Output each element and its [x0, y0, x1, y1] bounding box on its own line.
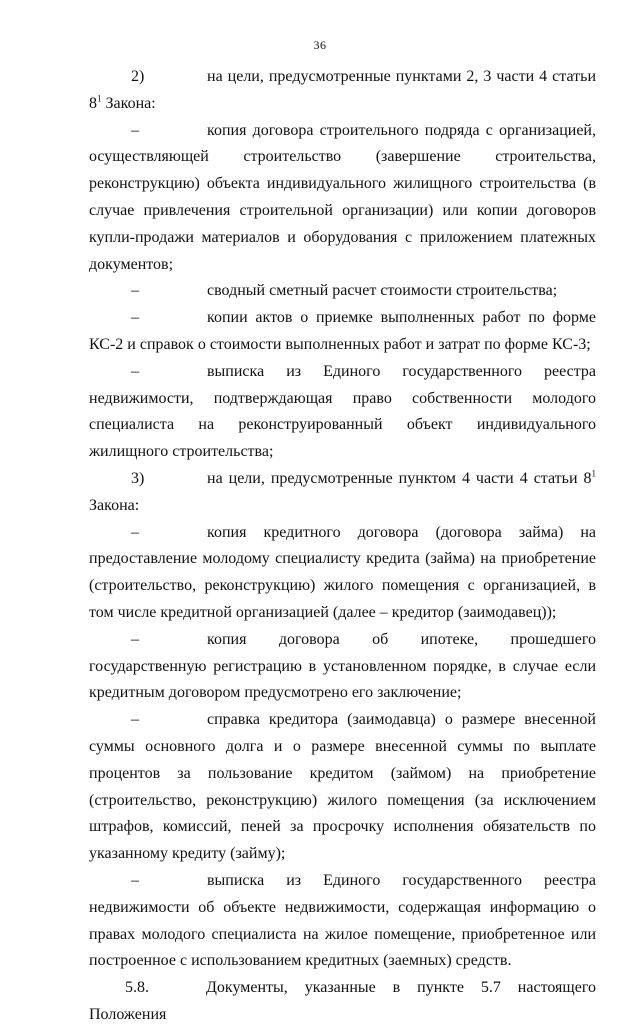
dash-marker: – — [131, 309, 139, 327]
list-item-text: копия договора строительного подряда с организацией, осуществляющей строительство (завершение строительства, реконструкцию) объекта индивидуального жилищного строительства (в случае привлечения строительной организации) или копии договоров купли-продажи материалов и оборудования с приложением платежных документов; — [89, 121, 596, 273]
list-item — [89, 305, 596, 359]
item-marker: 3) — [131, 469, 145, 487]
item-text: на цели, предусмотренные пунктом 4 части 4 статьи 8 — [207, 469, 592, 487]
list-item — [89, 520, 596, 627]
item-text: на цели, предусмотренные пунктами 2, 3 части 4 статьи 8 — [89, 68, 596, 112]
section-number: 5.8. — [125, 979, 149, 997]
list-item — [89, 707, 596, 868]
section-text: Документы, указанные в пункте 5.7 настоящего Положения — [89, 979, 596, 1023]
dash-marker: – — [131, 523, 139, 541]
item-2-heading — [89, 64, 596, 118]
list-item — [89, 627, 596, 707]
list-item — [89, 868, 596, 975]
page-number: 36 — [313, 38, 327, 52]
list-item — [89, 359, 596, 466]
document-body — [89, 64, 596, 1029]
item-3-heading — [89, 466, 596, 520]
superscript: 1 — [591, 468, 596, 479]
list-item-text: копия кредитного договора (договора займа) на предоставление молодому специалисту кредита (займа) на приобретение (строительство, реконструкцию) жилого помещения с организацией, в том числе кредитной организацией (далее – кредитор (заимодавец)); — [89, 523, 596, 621]
item-text-tail: Закона: — [89, 496, 140, 514]
list-item-text: сводный сметный расчет стоимости строительства; — [207, 282, 558, 300]
list-item — [89, 278, 596, 305]
item-text-tail: Закона: — [101, 94, 156, 112]
list-item-text: копии актов о приемке выполненных работ по форме КС-2 и справок о стоимости выполненных работ и затрат по форме КС-3; — [89, 309, 596, 353]
section-5-8 — [89, 975, 596, 1029]
dash-marker: – — [131, 362, 139, 380]
superscript: 1 — [97, 93, 102, 104]
dash-marker: – — [131, 871, 139, 889]
dash-marker: – — [131, 121, 139, 139]
list-item-text: выписка из Единого государственного реестра недвижимости об объекте недвижимости, содержащая информацию о правах молодого специалиста на жилое помещение, приобретенное или построенное с использованием кредитных (заемных) средств. — [89, 871, 596, 970]
list-item-text: копия договора об ипотеке, прошедшего государственную регистрацию в установленном порядке, в случае если кредитным договором предусмотрено его заключение; — [89, 630, 596, 702]
dash-marker: – — [131, 630, 139, 648]
list-item-text: выписка из Единого государственного реестра недвижимости, подтверждающая право собственности молодого специалиста на реконструированный объект индивидуального жилищного строительства; — [89, 362, 596, 461]
dash-marker: – — [131, 282, 139, 300]
list-item — [89, 118, 596, 279]
list-item-text: справка кредитора (заимодавца) о размере внесенной суммы основного долга и о размере внесенной суммы по выплате процентов за пользование кредитом (займом) на приобретение (строительство, реконструкцию) жилого помещения (за исключением штрафов, комиссий, пеней за просрочку исполнения обязательств по указанному кредиту (займу); — [89, 711, 596, 863]
dash-marker: – — [131, 711, 139, 729]
item-marker: 2) — [131, 68, 145, 85]
